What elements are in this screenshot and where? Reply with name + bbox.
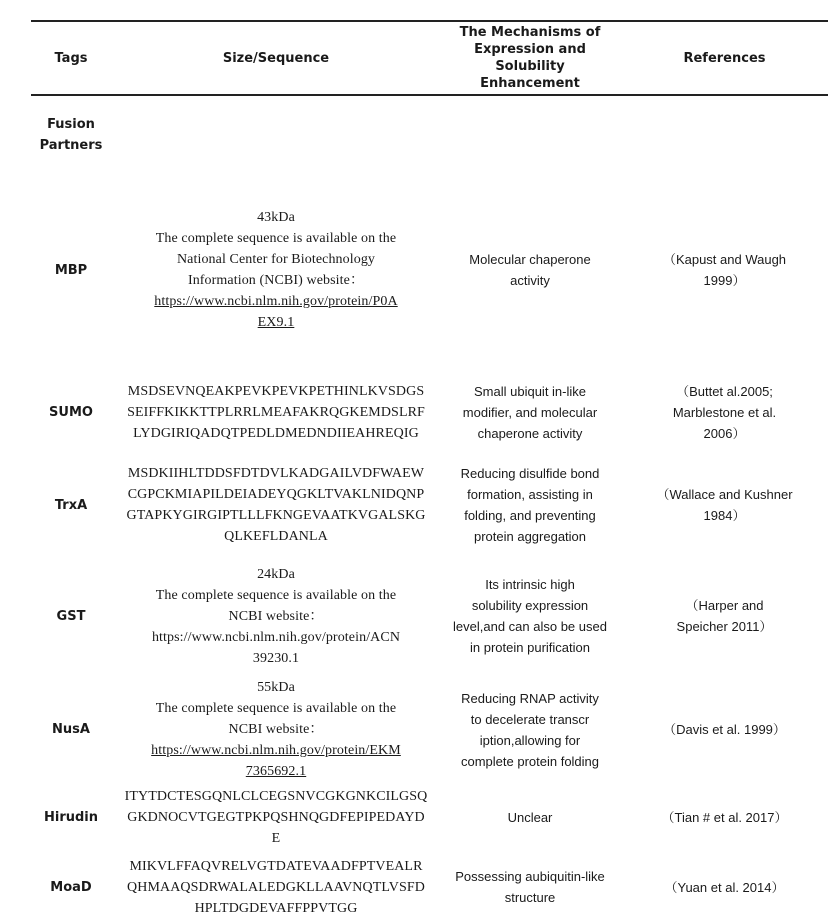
ncbi-link[interactable]: 7365692.1: [245, 764, 307, 779]
header-references: References: [619, 21, 828, 95]
table-row-moad: [31, 852, 828, 922]
mechanism-line: protein aggregation: [473, 529, 587, 544]
mechanism-line: Unclear: [507, 809, 553, 825]
mechanism-line: Its intrinsic high: [485, 577, 575, 592]
reference-cell: [619, 555, 828, 677]
sequence-line: ITYTDCTESGQNLCLCEGSNVCGKGNKCILGSQ: [124, 788, 428, 804]
fusion-tags-table: [31, 20, 828, 922]
reference-cell: [619, 170, 828, 370]
sequence-line: E: [271, 830, 281, 846]
tag-cell: NusA: [52, 722, 90, 737]
mechanism-line: activity: [510, 273, 550, 288]
mechanism-line: formation, assisting in: [467, 487, 593, 502]
reference-line: （Davis et al. 1999）: [663, 722, 786, 737]
table-row-trxa: [31, 455, 828, 555]
sequence-line: 43kDa: [257, 210, 295, 225]
mechanism-line: Possessing aubiquitin-like: [455, 869, 605, 884]
sequence-line: National Center for Biotechnology: [176, 252, 376, 267]
ncbi-link[interactable]: https://www.ncbi.nlm.nih.gov/protein/P0A: [154, 294, 398, 309]
mechanism-cell: [441, 370, 619, 455]
sequence-cell: [111, 370, 441, 455]
sequence-line: https://www.ncbi.nlm.nih.gov/protein/ACN: [151, 629, 401, 645]
reference-cell: [619, 852, 828, 922]
sequence-line: QHMAAQSDRWALALEDGKLLAAVNQTLVSFD: [127, 879, 425, 895]
header-tags: Tags: [31, 21, 111, 95]
section-row: [31, 95, 828, 170]
mechanism-line: structure: [504, 890, 556, 905]
tag-cell: SUMO: [49, 405, 93, 420]
table-row-gst: [31, 555, 828, 677]
table-row-sumo: [31, 370, 828, 455]
sequence-line: 55kDa: [257, 680, 295, 695]
reference-cell: [619, 455, 828, 555]
reference-line: Speicher 2011）: [676, 619, 773, 634]
ncbi-link[interactable]: https://www.ncbi.nlm.nih.gov/protein/EKM: [151, 743, 401, 758]
mechanism-line: level,and can also be used: [453, 619, 607, 634]
reference-line: 2006）: [703, 426, 746, 441]
sequence-line: The complete sequence is available on the: [155, 587, 397, 603]
reference-line: （Harper and: [685, 598, 764, 613]
tag-cell: Hirudin: [43, 809, 99, 825]
mechanism-line: Small ubiquit in-like: [474, 384, 586, 399]
reference-line: （Tian # et al. 2017）: [661, 809, 788, 825]
mechanism-cell: [441, 555, 619, 677]
reference-line: （Buttet al.2005;: [676, 384, 773, 399]
reference-line: （Wallace and Kushner: [656, 487, 793, 502]
header-mechanisms-line: Solubility Enhancement: [480, 59, 580, 91]
header-mechanisms-line: Expression and: [474, 42, 586, 57]
mechanism-line: complete protein folding: [460, 753, 600, 769]
reference-cell: [619, 370, 828, 455]
sequence-line: SEIFFKIKKTTPLRRLMEAFAKRQGKEMDSLRF: [127, 405, 425, 420]
sequence-cell: [111, 677, 441, 782]
reference-line: Marblestone et al.: [672, 405, 777, 420]
sequence-line: The complete sequence is available on the: [155, 231, 397, 246]
table-row-hirudin: [31, 782, 828, 852]
sequence-cell: [111, 555, 441, 677]
table-row-mbp: [31, 170, 828, 370]
mechanism-line: to decelerate transcr: [470, 711, 590, 727]
mechanism-cell: [441, 852, 619, 922]
header-mechanisms: [441, 21, 619, 95]
header-row: [31, 21, 828, 95]
sequence-line: GTAPKYGIRGIPTLLLFKNGEVAATKVGALSKG: [126, 508, 426, 523]
sequence-line: HPLTDGDEVAFFPPVTGG: [194, 900, 358, 916]
reference-line: （Kapust and Waugh: [662, 252, 787, 267]
mechanism-cell: [441, 170, 619, 370]
header-size-sequence: Size/Sequence: [111, 21, 441, 95]
mechanism-line: Reducing RNAP activity: [461, 690, 599, 706]
section-label-line: Partners: [39, 138, 103, 153]
sequence-line: 24kDa: [257, 566, 295, 582]
section-label-line: Fusion: [47, 117, 95, 132]
sequence-line: CGPCKMIAPILDEIADEYQGKLTVAKLNIDQNP: [127, 487, 425, 502]
mechanism-line: Molecular chaperone: [469, 252, 591, 267]
reference-line: （Yuan et al. 2014）: [664, 879, 785, 895]
sequence-line: QLKEFLDANLA: [224, 529, 328, 544]
reference-line: 1984）: [703, 508, 746, 523]
mechanism-line: chaperone activity: [477, 426, 583, 441]
mechanism-line: folding, and preventing: [464, 508, 596, 523]
reference-line: 1999）: [703, 273, 746, 288]
sequence-line: MSDSEVNQEAKPEVKPEVKPETHINLKVSDGS: [127, 384, 425, 399]
mechanism-cell: [441, 782, 619, 852]
mechanism-line: iption,allowing for: [479, 732, 581, 748]
header-mechanisms-line: The Mechanisms of: [459, 25, 601, 40]
tag-cell: TrxA: [54, 497, 88, 513]
mechanism-cell: [441, 677, 619, 782]
ncbi-link[interactable]: EX9.1: [257, 315, 295, 330]
sequence-line: The complete sequence is available on the: [155, 701, 397, 716]
sequence-line: Information (NCBI) website：: [187, 273, 365, 288]
sequence-line: MSDKIIHLTDDSFDTDVLKADGAILVDFWAEW: [127, 466, 425, 481]
table: [31, 20, 828, 922]
mechanism-line: in protein purification: [470, 640, 590, 655]
mechanism-line: modifier, and molecular: [462, 405, 598, 420]
sequence-line: NCBI website：: [228, 722, 324, 737]
tag-cell: GST: [56, 608, 86, 624]
sequence-cell: [111, 455, 441, 555]
sequence-line: LYDGIRIQADQTPEDLDMEDNDIIEAHREQIG: [133, 426, 419, 441]
mechanism-line: solubility expression: [471, 598, 589, 613]
mechanism-line: Reducing disulfide bond: [460, 466, 600, 481]
sequence-cell: [111, 852, 441, 922]
section-label: [31, 95, 111, 170]
mechanism-cell: [441, 455, 619, 555]
reference-cell: [619, 677, 828, 782]
sequence-line: GKDNOCVTGEGTPKPQSHNQGDFEPIPEDAYD: [127, 809, 425, 825]
sequence-cell: [111, 170, 441, 370]
sequence-line: MIKVLFFAQVRELVGTDATEVAADFPTVEALR: [129, 858, 423, 874]
sequence-cell: [111, 782, 441, 852]
tag-cell: MoaD: [50, 879, 92, 895]
sequence-line: NCBI website：: [228, 608, 324, 624]
table-row-nusa: [31, 677, 828, 782]
sequence-line: 39230.1: [252, 650, 300, 666]
tag-cell: MBP: [54, 262, 88, 278]
reference-cell: [619, 782, 828, 852]
